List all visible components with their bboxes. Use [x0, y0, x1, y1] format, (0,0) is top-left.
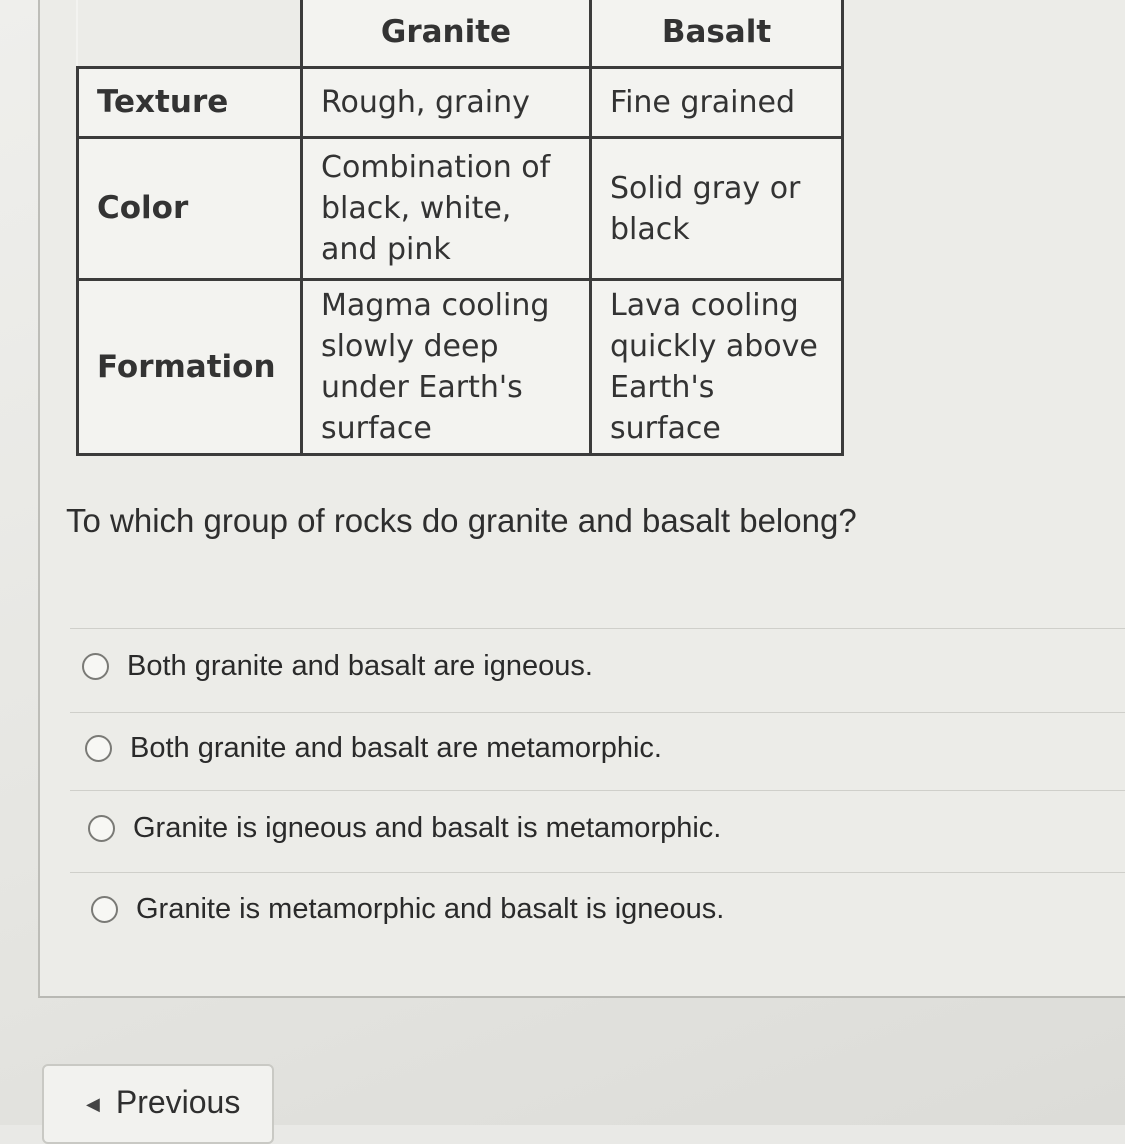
answer-option[interactable] — [85, 732, 662, 765]
radio-button[interactable] — [91, 896, 118, 923]
cell-granite-formation: Magma cooling slowly deep under Earth's surface — [302, 280, 591, 455]
column-header-basalt: Basalt — [591, 0, 843, 68]
cell-basalt-formation: Lava cooling quickly above Earth's surface — [591, 280, 843, 455]
row-header-color: Color — [78, 138, 302, 280]
rock-comparison-table — [76, 0, 844, 456]
table-row — [78, 68, 843, 138]
radio-button[interactable] — [82, 653, 109, 680]
cell-granite-texture: Rough, grainy — [302, 68, 591, 138]
radio-button[interactable] — [88, 815, 115, 842]
column-header-granite: Granite — [302, 0, 591, 68]
chevron-left-icon: ◀ — [86, 1094, 100, 1114]
divider — [70, 790, 1125, 791]
answer-option[interactable] — [91, 893, 724, 926]
divider — [70, 628, 1125, 629]
table-row — [78, 280, 843, 455]
radio-button[interactable] — [85, 735, 112, 762]
answer-option-label: Both granite and basalt are metamorphic. — [130, 732, 662, 764]
table-corner-cell — [78, 0, 302, 68]
cell-basalt-color: Solid gray or black — [591, 138, 843, 280]
divider — [70, 712, 1125, 713]
table-header-row — [78, 0, 843, 68]
row-header-formation: Formation — [78, 280, 302, 455]
question-text: To which group of rocks do granite and basalt belong? — [66, 502, 857, 539]
previous-button[interactable] — [42, 1064, 274, 1144]
cell-basalt-texture: Fine grained — [591, 68, 843, 138]
answer-option-label: Granite is metamorphic and basalt is igneous. — [136, 893, 725, 925]
row-header-texture: Texture — [78, 68, 302, 138]
answer-option-label: Both granite and basalt are igneous. — [127, 650, 593, 682]
cell-granite-color: Combination of black, white, and pink — [302, 138, 591, 280]
answer-option-label: Granite is igneous and basalt is metamorphic. — [133, 812, 722, 844]
answer-option[interactable] — [88, 812, 721, 845]
divider — [70, 872, 1125, 873]
table-row — [78, 138, 843, 280]
previous-button-label: Previous — [115, 1084, 241, 1120]
answer-option[interactable] — [82, 650, 593, 683]
